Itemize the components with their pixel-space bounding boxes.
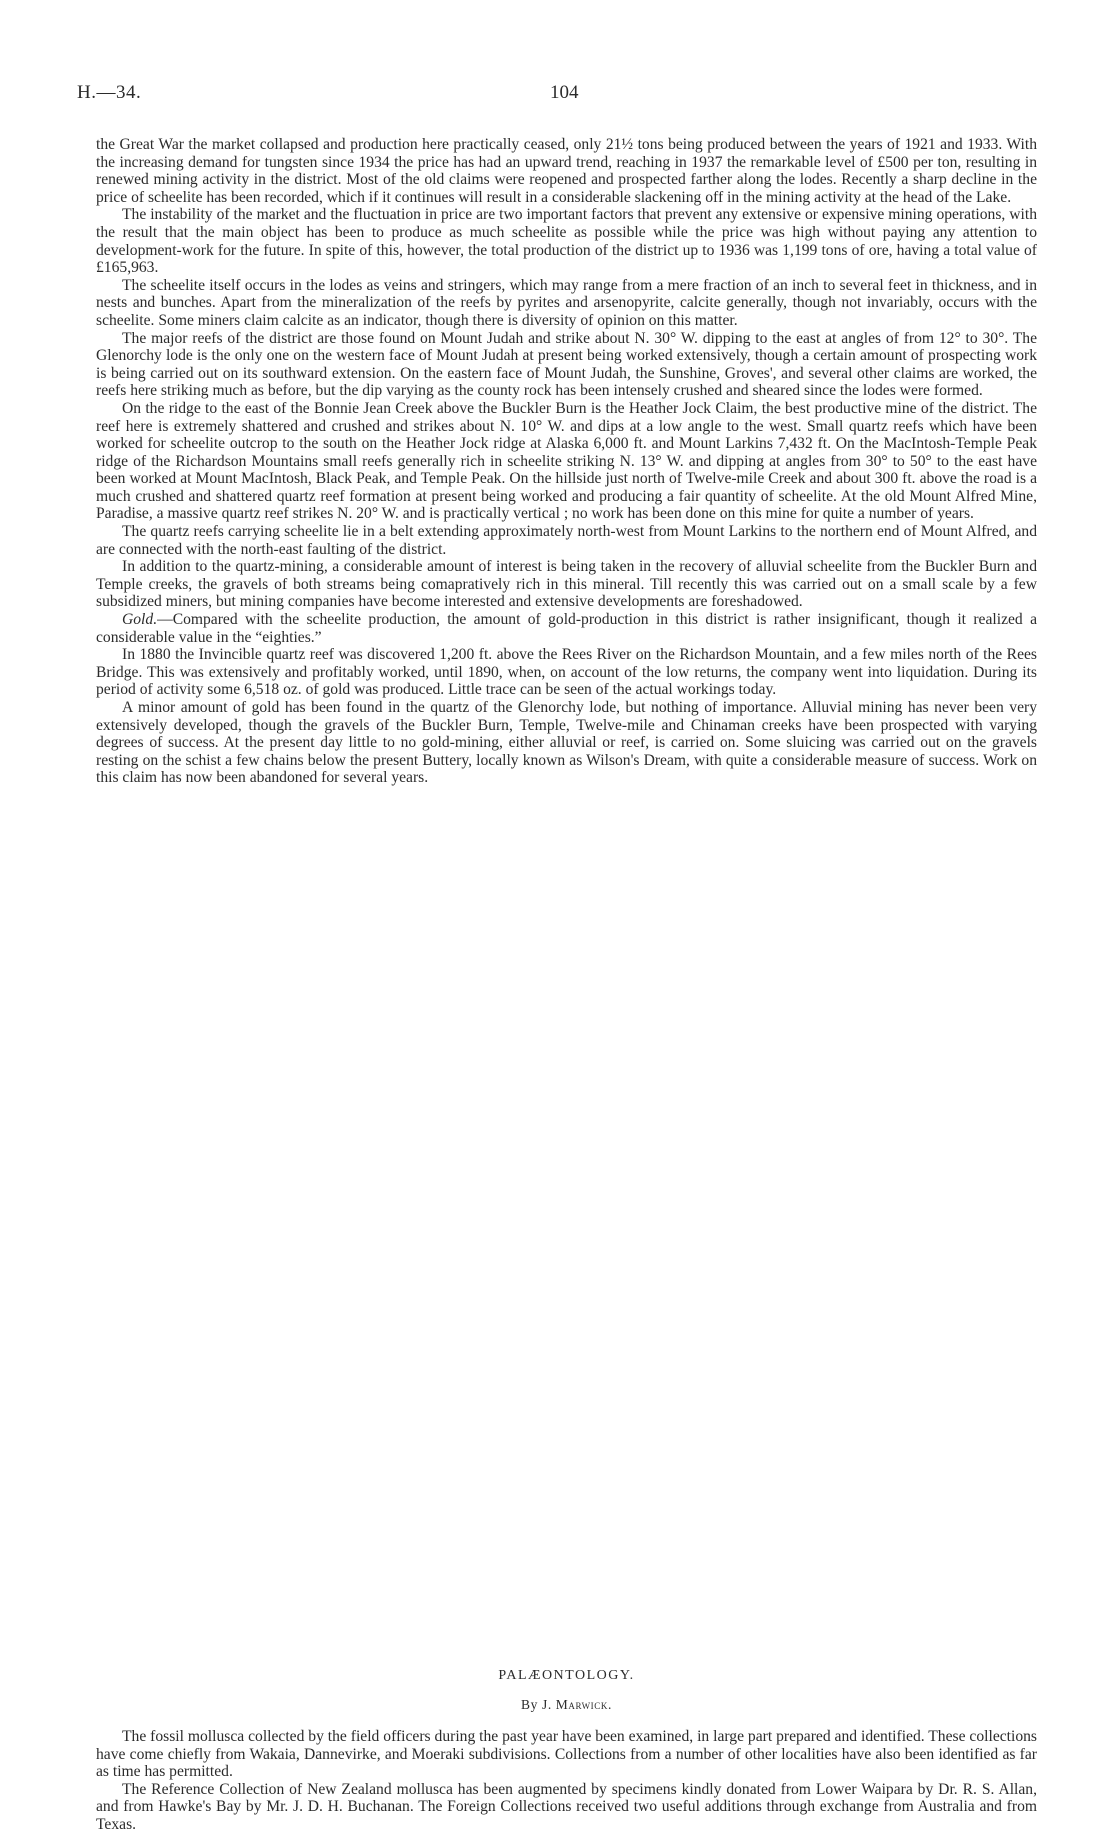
paragraph-heather-jock: On the ridge to the east of the Bonnie Jean Creek above the Buckler Burn is the Heather Jock Claim, the best productive mine of the district. The reef here is extremely shattered and crushed and strikes about N. 10° W. and dips at a low angle to the west. Small quartz reefs which have been worked for scheelite outcrop to the south on the Heather Jock ridge at Alaska 6,000 ft. and Mount Larkins 7,432 ft. On the MacIntosh-Temple Peak ridge of the Richardson Mountains small reefs generally rich in scheelite striking N. 13° W. and dipping at angles from 30° to 50° to the east have been worked at Mount MacIntosh, Black Peak, and Temple Peak. On the hillside just north of Twelve-mile Creek and about 300 ft. above the road is a much crushed and shattered quartz reef formation at present being worked and producing a fair quantity of scheelite. At the old Mount Alfred Mine, Paradise, a massive quartz reef strikes N. 20° W. and is practically vertical ; no work has been done on this mine for quite a number of years. xyxy=(96,399,1037,523)
paragraph-fossil-mollusca: The fossil mollusca collected by the field officers during the past year have been examined, in large part prepared and identified. These collections have come chiefly from Wakaia, Dannevirke, and Moeraki subdivisions. Collections from a number of other localities have also been identified as far as time has permitted. xyxy=(96,1728,1037,1781)
main-text xyxy=(96,136,1037,787)
document-reference: H.—34. xyxy=(77,82,142,103)
paragraph-scheelite-occurrence: The scheelite itself occurs in the lodes as veins and stringers, which may range from a mere fraction of an inch to several feet in thickness, and in nests and bunches. Apart from the mineralization of the reefs by pyrites and arsenopyrite, calcite generally, though not invariably, occurs with the scheelite. Some miners claim calcite as an indicator, though there is diversity of opinion on this matter. xyxy=(96,276,1037,329)
gold-text: —Compared with the scheelite production, the amount of gold-production in this district is rather insignificant, though it realized a considerable value in the “eighties.” xyxy=(96,611,1037,646)
byline-author: J. Marwick. xyxy=(541,1697,612,1712)
paragraph-invincible-reef: In 1880 the Invincible quartz reef was discovered 1,200 ft. above the Rees River on the Richardson Mountain, and a few miles north of the Rees Bridge. This was extensively and profitably worked, until 1890, when, on account of the low returns, the company went into liquidation. During its period of activity some 6,518 oz. of gold was produced. Little trace can be seen of the actual workings today. xyxy=(96,646,1037,699)
paragraph-major-reefs: The major reefs of the district are those found on Mount Judah and strike about N. 30° W. dipping to the east at angles of from 12° to 30°. The Glenorchy lode is the only one on the western face of Mount Judah at present being worked extensively, though a certain amount of prospecting work is being carried out on its southward extension. On the eastern face of Mount Judah, the Sunshine, Groves', and several other claims are worked, the reefs here striking much as before, but the dip varying as the county rock has been intensely crushed and sheared since the lodes were formed. xyxy=(96,329,1037,400)
paragraph-instability: The instability of the market and the fluctuation in price are two important factors that prevent any extensive or expensive mining operations, with the result that the main object has been to produce as much scheelite as possible while the price was high without paying any attention to development-work for the future. In spite of this, however, the total production of the district up to 1936 was 1,199 tons of ore, having a total value of £165,963. xyxy=(96,206,1037,277)
paragraph-market-collapse: the Great War the market collapsed and production here practically ceased, only 21½ tons being produced between the years of 1921 and 1933. With the increasing demand for tungsten since 1934 the price has had an upward trend, reaching in 1937 the remarkable level of £500 per ton, resulting in renewed mining activity in the district. Most of the old claims were reopened and prospected farther along the lodes. Recently a sharp decline in the price of scheelite has been recorded, which if it continues will result in a considerable slackening off in the mining activity at the head of the Lake. xyxy=(96,136,1037,206)
section-title-palaeontology: PALÆONTOLOGY. xyxy=(498,1668,635,1683)
byline-prefix: By xyxy=(521,1697,542,1712)
paragraph-minor-gold: A minor amount of gold has been found in the quartz of the Glenorchy lode, but nothing of importance. Alluvial mining has never been very extensively developed, though the gravels of the Buckler Burn, Temple, Twelve-mile and Chinaman creeks have been prospected with varying degrees of success. At the present day little to no gold-mining, either alluvial or reef, is carried on. Some sluicing was carried out on the gravels resting on the schist a few chains below the present Buttery, locally known as Wilson's Dream, with quite a considerable measure of success. Work on this claim has now been abandoned for several years. xyxy=(96,699,1037,787)
paragraph-gold xyxy=(96,611,1037,646)
byline xyxy=(96,1697,1037,1713)
paragraph-quartz-belt: The quartz reefs carrying scheelite lie in a belt extending approximately north-west from Mount Larkins to the northern end of Mount Alfred, and are connected with the north-east faulting of the district. xyxy=(96,523,1037,558)
page-number: 104 xyxy=(550,82,579,103)
gold-heading: Gold. xyxy=(122,611,158,629)
paragraph-alluvial-scheelite: In addition to the quartz-mining, a considerable amount of interest is being taken in the recovery of alluvial scheelite from the Buckler Burn and Temple creeks, the gravels of both streams being comapratively rich in this mineral. Till recently this was carried out on a small scale by a few subsidized miners, but mining companies have become interested and extensive developments are foreshadowed. xyxy=(96,558,1037,611)
palaeontology-text xyxy=(96,1728,1037,1834)
running-header xyxy=(77,82,1037,106)
paragraph-reference-collection: The Reference Collection of New Zealand mollusca has been augmented by specimens kindly donated from Lower Waipara by Dr. R. S. Allan, and from Hawke's Bay by Mr. J. D. H. Buchanan. The Foreign Collections received two useful additions through exchange from Australia and from Texas. xyxy=(96,1780,1037,1833)
